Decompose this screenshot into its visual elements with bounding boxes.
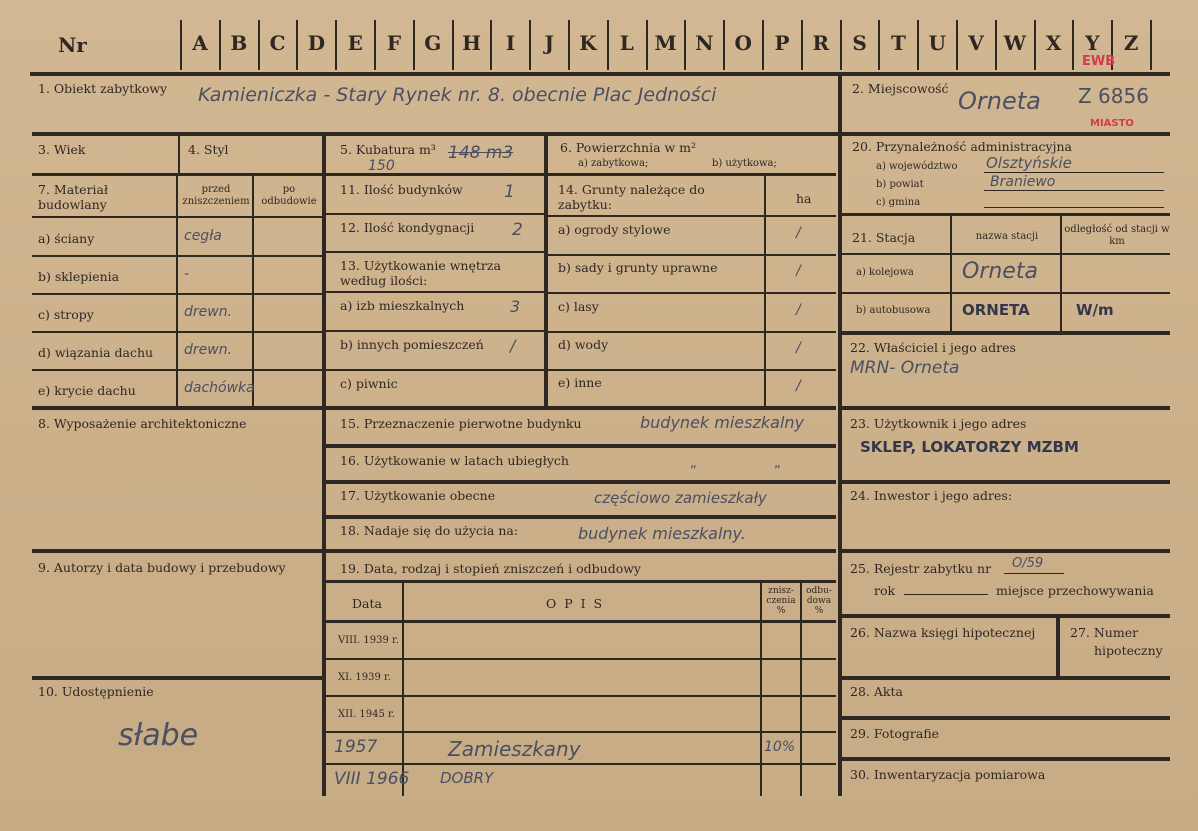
divider bbox=[32, 293, 324, 295]
field-19-col-desc: O P I S bbox=[546, 596, 605, 611]
divider bbox=[32, 676, 322, 680]
land-row-value: / bbox=[796, 225, 801, 241]
index-letter: O bbox=[734, 31, 752, 55]
material-row-value: drewn. bbox=[184, 342, 233, 358]
divider bbox=[548, 292, 836, 294]
field-1-label: 1. Obiekt zabytkowy bbox=[38, 81, 168, 96]
field-20-a-label: a) województwo bbox=[876, 161, 958, 172]
field-19-col-damage: znisz-czenia % bbox=[766, 586, 796, 616]
field-25-value: O/59 bbox=[1012, 556, 1044, 571]
index-letter: D bbox=[307, 31, 326, 55]
divider bbox=[984, 172, 1164, 173]
field-7-col-before: przed zniszczeniem bbox=[182, 184, 250, 207]
field-23-label: 23. Użytkownik i jego adres bbox=[850, 416, 1027, 431]
damage-row-date: XI. 1939 r. bbox=[338, 672, 391, 683]
damage-row-date: VIII 1966 bbox=[334, 769, 410, 789]
divider bbox=[326, 763, 836, 765]
field-20-label: 20. Przynależność administracyjna bbox=[852, 139, 1072, 154]
damage-row-date: XII. 1945 r. bbox=[338, 709, 395, 720]
divider bbox=[842, 549, 1170, 553]
field-20-b-value: Braniewo bbox=[990, 174, 1056, 190]
field-15-value: budynek mieszkalny bbox=[640, 413, 804, 432]
field-6-b: b) użytkowa; bbox=[712, 158, 777, 169]
land-row-label: e) inne bbox=[558, 375, 602, 390]
divider bbox=[950, 216, 952, 332]
land-row-label: b) sady i grunty uprawne bbox=[558, 260, 718, 275]
field-19-col-rebuild: odbu-dowa % bbox=[806, 586, 832, 616]
material-row-label: a) ściany bbox=[38, 231, 95, 246]
field-21-label: 21. Stacja bbox=[852, 230, 916, 245]
index-letter: X bbox=[1045, 31, 1062, 55]
divider bbox=[326, 213, 544, 215]
field-6-a: a) zabytkowa; bbox=[578, 158, 649, 169]
index-letter: W bbox=[1003, 31, 1027, 55]
field-15-label: 15. Przeznaczenie pierwotne budynku bbox=[340, 416, 582, 431]
land-row-value: / bbox=[796, 263, 801, 279]
land-row-label: d) wody bbox=[558, 337, 609, 352]
interior-row-label: c) piwnic bbox=[340, 376, 398, 391]
field-19-col-date: Data bbox=[352, 596, 382, 611]
field-5-struck-value: 148 m3 bbox=[448, 143, 514, 163]
interior-row-label: a) izb mieszkalnych bbox=[340, 298, 465, 313]
damage-row-percent: 10% bbox=[764, 739, 796, 755]
index-letter: L bbox=[619, 31, 634, 55]
field-17-label: 17. Użytkowanie obecne bbox=[340, 488, 496, 503]
field-8-label: 8. Wyposażenie architektoniczne bbox=[38, 416, 247, 431]
divider bbox=[842, 757, 1170, 761]
divider bbox=[322, 136, 326, 796]
divider bbox=[548, 215, 836, 217]
field-25-miejsce: miejsce przechowywania bbox=[996, 583, 1154, 598]
material-row-label: c) stropy bbox=[38, 307, 94, 322]
field-10-value: słabe bbox=[118, 718, 199, 753]
divider bbox=[326, 369, 544, 371]
red-stamp-miasto: MIASTO bbox=[1090, 118, 1134, 129]
index-letter: I bbox=[505, 31, 516, 55]
field-16-value-2: „ bbox=[774, 456, 781, 471]
divider bbox=[326, 549, 836, 553]
field-10-label: 10. Udostępnienie bbox=[38, 684, 154, 699]
divider bbox=[1150, 20, 1152, 70]
material-row-value: drewn. bbox=[184, 304, 233, 320]
field-25-rok: rok bbox=[874, 583, 896, 598]
field-20-c-label: c) gmina bbox=[876, 197, 921, 208]
field-4-label: 4. Styl bbox=[188, 142, 229, 157]
land-row-value: / bbox=[796, 378, 801, 394]
field-9-label: 9. Autorzy i data budowy i przebudowy bbox=[38, 560, 286, 575]
station-row-label: b) autobusowa bbox=[856, 305, 931, 316]
divider bbox=[544, 136, 548, 406]
index-letter: Y bbox=[1085, 31, 1100, 55]
field-27-label-line2: hipoteczny bbox=[1094, 643, 1163, 658]
land-row-value: / bbox=[796, 302, 801, 318]
divider bbox=[838, 76, 842, 796]
index-letter: N bbox=[695, 31, 714, 55]
divider bbox=[842, 614, 1170, 618]
interior-row-label: b) innych pomieszczeń bbox=[340, 337, 484, 352]
field-1-value: Kamieniczka - Stary Rynek nr. 8. obecnie Plac Jedności bbox=[198, 84, 717, 106]
divider bbox=[842, 213, 1170, 216]
divider bbox=[842, 676, 1170, 680]
field-6-label: 6. Powierzchnia w m² bbox=[560, 140, 697, 155]
divider bbox=[178, 136, 180, 174]
index-letter: H bbox=[462, 31, 482, 55]
divider bbox=[842, 406, 1170, 410]
field-2-value: Orneta bbox=[958, 87, 1041, 115]
damage-row-desc: Zamieszkany bbox=[448, 737, 581, 761]
material-row-label: d) wiązania dachu bbox=[38, 345, 154, 360]
station-row-name: Orneta bbox=[962, 259, 1038, 284]
divider bbox=[1056, 618, 1060, 676]
divider bbox=[176, 176, 178, 406]
field-11-value: 1 bbox=[504, 182, 515, 202]
divider bbox=[842, 331, 1170, 335]
station-row-name: ORNETA bbox=[962, 301, 1030, 319]
divider bbox=[548, 331, 836, 333]
divider bbox=[326, 291, 544, 293]
field-14-label: 14. Grunty należące do zabytku: bbox=[558, 182, 705, 212]
field-16-value-1: „ bbox=[690, 456, 697, 471]
field-11-label: 11. Ilość budynków bbox=[340, 182, 463, 197]
field-22-value: MRN- Orneta bbox=[850, 358, 960, 378]
field-24-label: 24. Inwestor i jego adres: bbox=[850, 488, 1013, 503]
index-letter: V bbox=[968, 31, 984, 55]
material-row-value: dachówka bbox=[184, 380, 255, 396]
divider bbox=[32, 549, 322, 553]
field-19-label: 19. Data, rodzaj i stopień zniszczeń i odbudowy bbox=[340, 561, 641, 576]
interior-row-value: / bbox=[510, 336, 516, 355]
field-16-label: 16. Użytkowanie w latach ubiegłych bbox=[340, 453, 569, 468]
divider bbox=[32, 406, 836, 410]
nr-label: Nr bbox=[58, 33, 87, 57]
divider bbox=[326, 480, 836, 484]
index-letter: A bbox=[192, 31, 208, 55]
material-row-value: - bbox=[184, 266, 190, 282]
divider bbox=[326, 731, 836, 733]
index-letter: R bbox=[812, 31, 830, 55]
material-row-label: e) krycie dachu bbox=[38, 383, 136, 398]
index-letter: Z bbox=[1123, 31, 1139, 55]
station-row-label: a) kolejowa bbox=[856, 267, 914, 278]
divider bbox=[904, 594, 988, 595]
divider bbox=[326, 251, 544, 253]
land-row-value: / bbox=[796, 340, 801, 356]
field-20-a-value: Olsztyńskie bbox=[986, 154, 1072, 172]
field-22-label: 22. Właściciel i jego adres bbox=[850, 340, 1016, 355]
divider bbox=[326, 330, 544, 332]
divider bbox=[32, 331, 324, 333]
field-20-b-label: b) powiat bbox=[876, 179, 924, 190]
field-5-label: 5. Kubatura m³ bbox=[340, 142, 436, 157]
station-row-distance: W/m bbox=[1076, 301, 1114, 319]
divider bbox=[1004, 573, 1064, 574]
index-letter: C bbox=[269, 31, 286, 55]
divider bbox=[32, 216, 324, 218]
field-5-value: 150 bbox=[368, 158, 395, 174]
index-letter: K bbox=[579, 31, 597, 55]
divider bbox=[252, 176, 254, 406]
field-26-label: 26. Nazwa księgi hipotecznej bbox=[850, 625, 1036, 640]
field-7-label: 7. Materiał budowlany bbox=[38, 182, 109, 212]
field-28-label: 28. Akta bbox=[850, 684, 903, 699]
card-number: Z 6856 bbox=[1078, 84, 1149, 108]
field-25-label: 25. Rejestr zabytku nr bbox=[850, 561, 992, 576]
index-letter: M bbox=[654, 31, 677, 55]
field-13-label: 13. Użytkowanie wnętrza według ilości: bbox=[340, 258, 501, 288]
divider bbox=[842, 480, 1170, 484]
field-30-label: 30. Inwentaryzacja pomiarowa bbox=[850, 767, 1046, 782]
field-14-unit: ha bbox=[796, 191, 812, 206]
field-27-label-line1: 27. Numer bbox=[1070, 625, 1139, 640]
divider bbox=[764, 176, 766, 406]
field-23-value: SKLEP, LOKATORZY MZBM bbox=[860, 438, 1079, 456]
divider bbox=[326, 695, 836, 697]
field-7-col-after: po odbudowie bbox=[261, 184, 317, 207]
index-letter: S bbox=[852, 31, 867, 55]
index-letter: E bbox=[347, 31, 363, 55]
divider bbox=[326, 658, 836, 660]
material-row-value: cegła bbox=[184, 228, 222, 244]
divider bbox=[32, 72, 1170, 76]
divider bbox=[984, 207, 1164, 208]
field-12-value: 2 bbox=[512, 220, 523, 240]
red-stamp-ewb: EWB bbox=[1082, 54, 1116, 69]
field-17-value: częściowo zamieszkały bbox=[594, 489, 767, 507]
divider bbox=[548, 254, 836, 256]
divider bbox=[326, 515, 836, 519]
divider bbox=[326, 620, 836, 623]
field-18-value: budynek mieszkalny. bbox=[578, 524, 746, 543]
field-12-label: 12. Ilość kondygnacji bbox=[340, 220, 475, 235]
divider bbox=[842, 253, 1170, 255]
index-letter: T bbox=[890, 31, 906, 55]
index-letter: B bbox=[230, 31, 248, 55]
index-letter: F bbox=[386, 31, 402, 55]
divider bbox=[32, 132, 1170, 136]
field-18-label: 18. Nadaje się do użycia na: bbox=[340, 523, 519, 538]
damage-row-desc: DOBRY bbox=[440, 769, 494, 787]
divider bbox=[32, 173, 836, 176]
land-row-label: c) lasy bbox=[558, 299, 599, 314]
index-letter: U bbox=[928, 31, 946, 55]
field-3-label: 3. Wiek bbox=[38, 142, 86, 157]
divider bbox=[32, 255, 324, 257]
index-letter: P bbox=[774, 31, 790, 55]
field-2-label: 2. Miejscowość bbox=[852, 81, 949, 96]
divider bbox=[30, 72, 32, 76]
divider bbox=[842, 716, 1170, 720]
damage-row-date: VIII. 1939 r. bbox=[338, 635, 399, 646]
divider bbox=[326, 444, 836, 448]
field-21-col-dist: odległość od stacji w km bbox=[1064, 224, 1170, 247]
divider bbox=[984, 190, 1164, 191]
divider bbox=[548, 369, 836, 371]
divider bbox=[1060, 216, 1062, 332]
field-29-label: 29. Fotografie bbox=[850, 726, 940, 741]
damage-row-date: 1957 bbox=[334, 737, 378, 757]
field-21-col-name: nazwa stacji bbox=[975, 231, 1039, 242]
index-letter: J bbox=[544, 31, 554, 55]
land-row-label: a) ogrody stylowe bbox=[558, 222, 671, 237]
divider bbox=[32, 369, 324, 371]
index-letter: G bbox=[424, 31, 442, 55]
interior-row-value: 3 bbox=[510, 297, 521, 316]
material-row-label: b) sklepienia bbox=[38, 269, 120, 284]
divider bbox=[842, 292, 1170, 294]
